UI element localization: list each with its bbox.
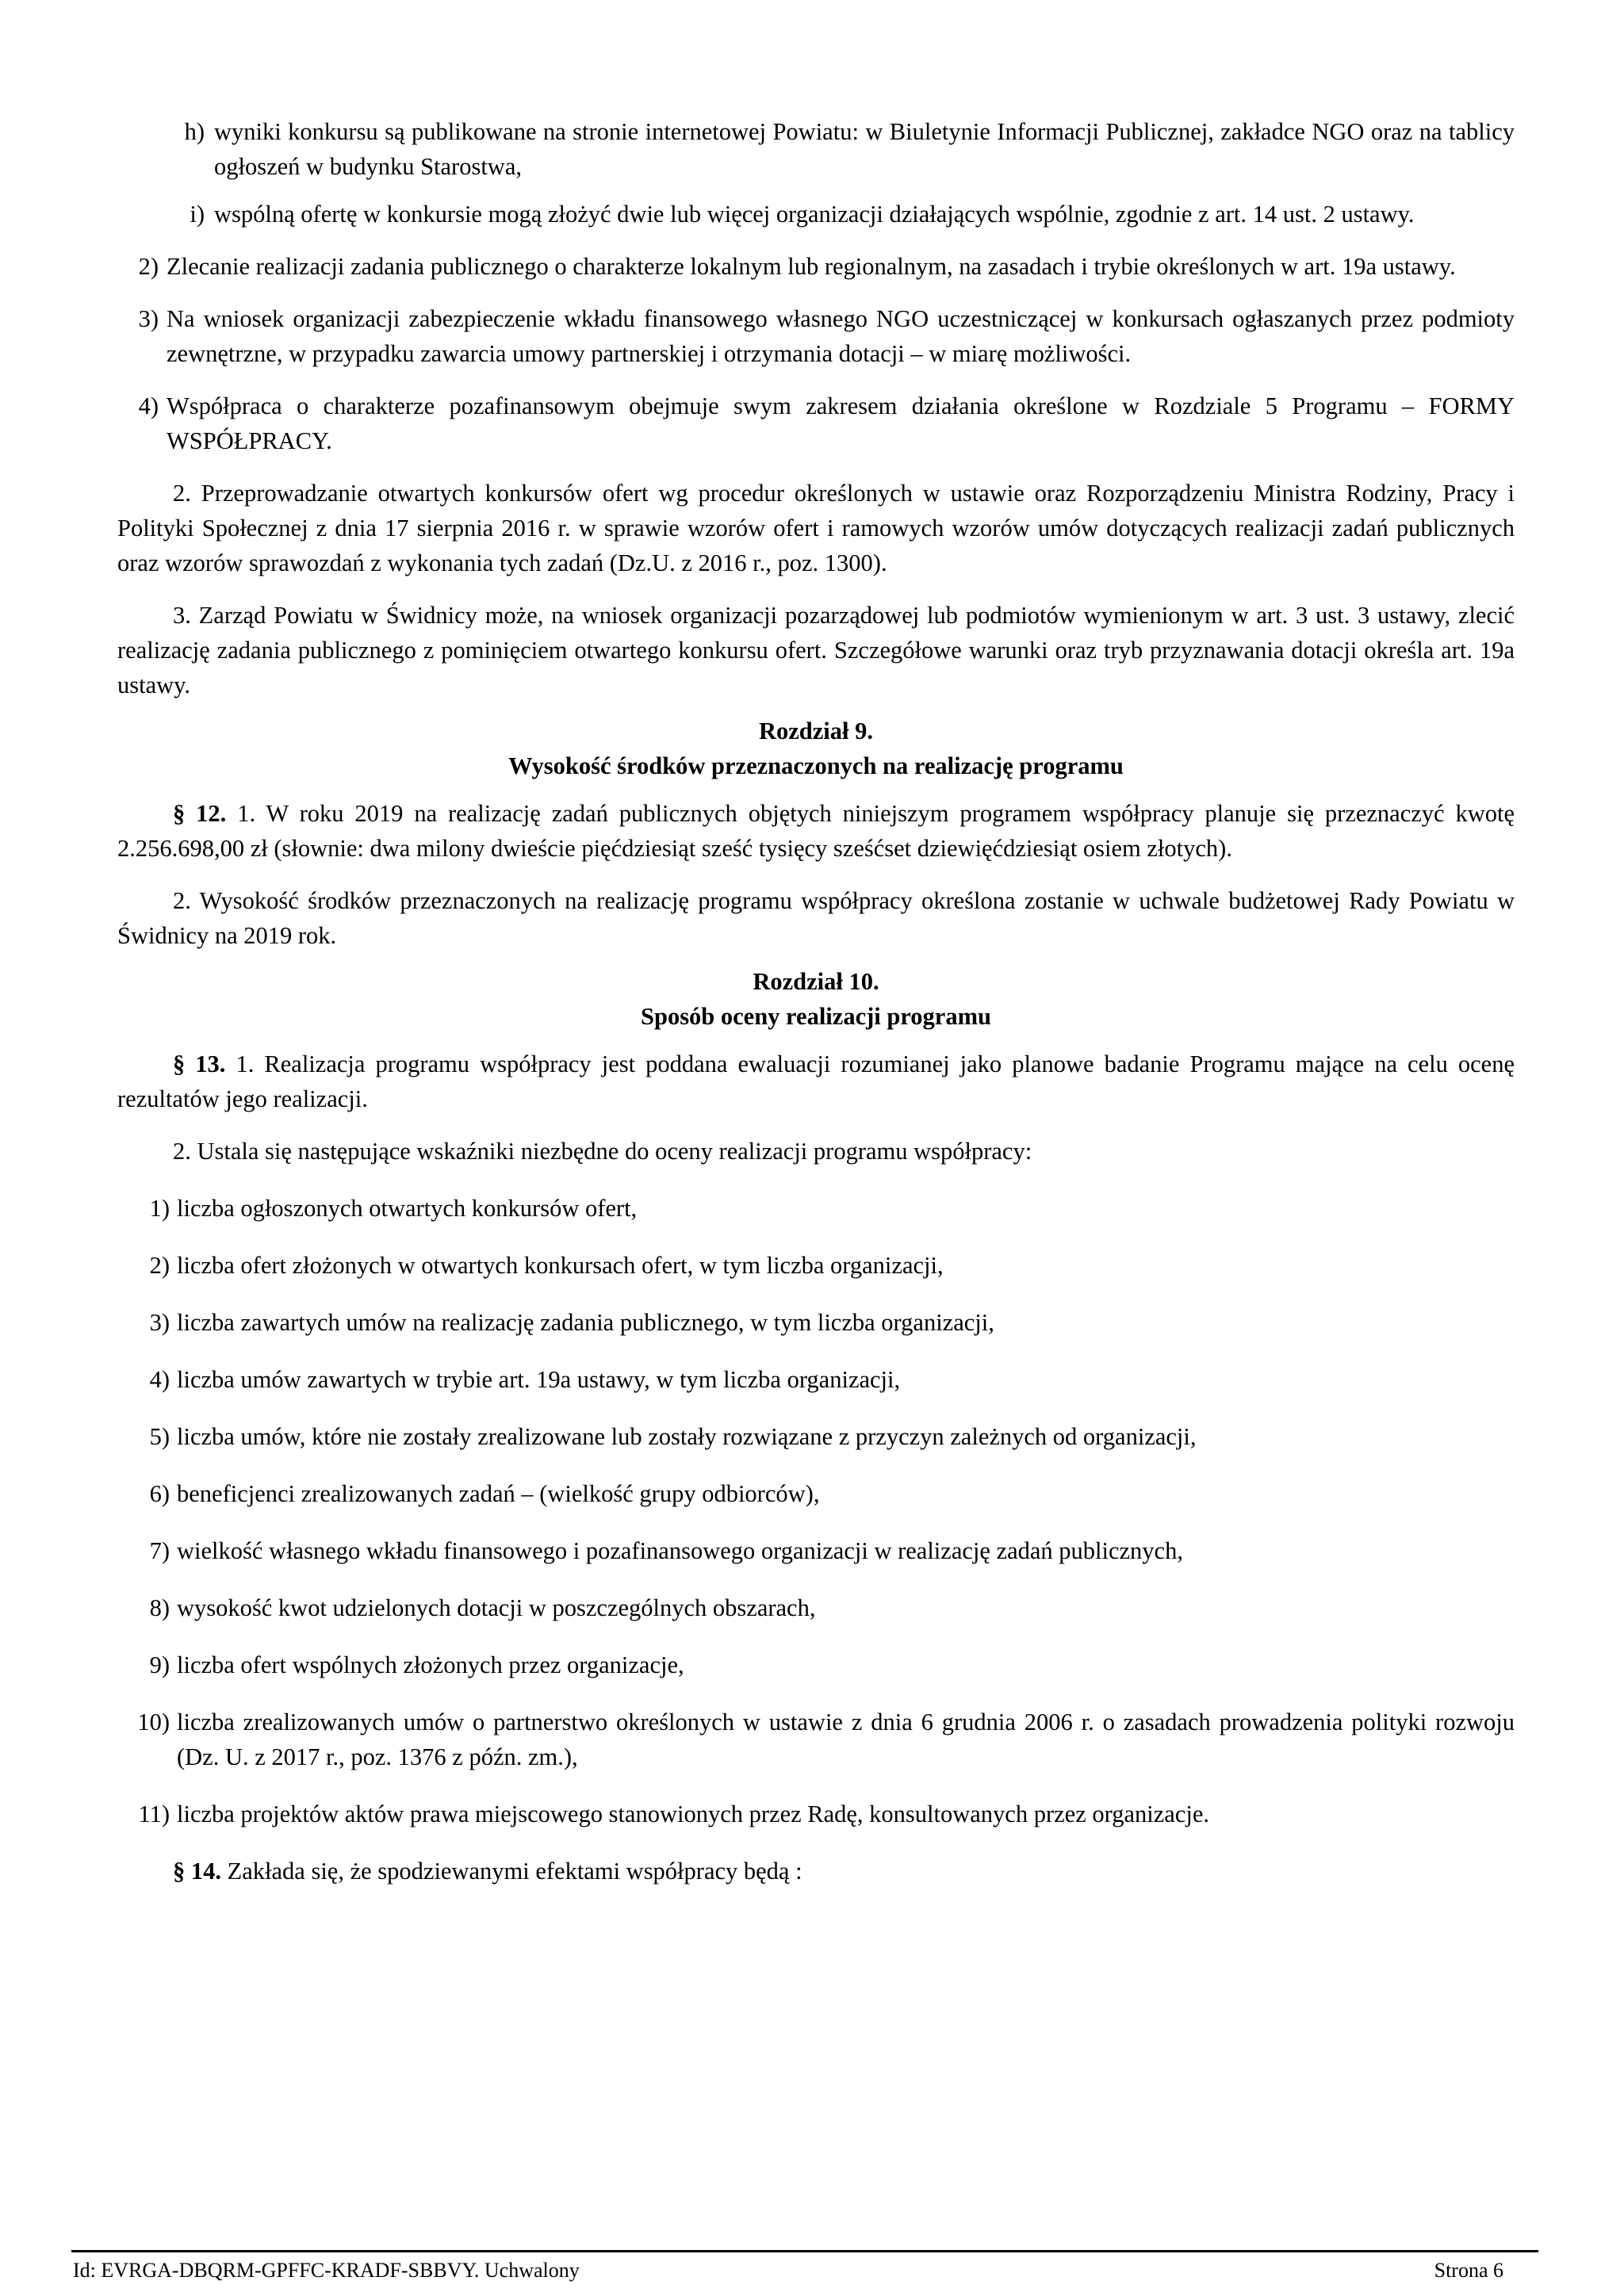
- list-label: 9): [149, 1651, 170, 1678]
- indicator-item: [117, 1476, 1515, 1511]
- list-label: 2): [149, 1252, 170, 1279]
- chapter-number: Rozdział 10.: [753, 968, 879, 995]
- chapter-title: Sposób oceny realizacji programu: [641, 1003, 991, 1030]
- list-text: beneficjenci zrealizowanych zadań – (wielkość grupy odbiorców),: [177, 1480, 820, 1507]
- list-item-4: [117, 388, 1515, 458]
- indicator-item: [117, 1191, 1515, 1226]
- page-footer: [73, 2256, 1503, 2285]
- list-text: Współpraca o charakterze pozafinansowym obejmuje swym zakresem działania określone w Rozdziale 5 Programu – FORMY WSPÓŁPRACY.: [167, 392, 1515, 454]
- list-label: 6): [149, 1480, 170, 1507]
- list-text: wielkość własnego wkładu finansowego i pozafinansowego organizacji w realizację zadań publicznych,: [177, 1537, 1183, 1564]
- indicator-item: [117, 1797, 1515, 1831]
- list-label: 3): [149, 1309, 170, 1336]
- list-item-i: [117, 197, 1515, 232]
- indicator-item: [117, 1705, 1515, 1774]
- indicator-item: [117, 1419, 1515, 1454]
- list-text: liczba ofert wspólnych złożonych przez organizacje,: [177, 1651, 684, 1678]
- list-text: liczba ogłoszonych otwartych konkursów ofert,: [177, 1195, 638, 1222]
- list-label: 4): [138, 392, 159, 419]
- list-item-3: [117, 301, 1515, 371]
- list-text: liczba umów, które nie zostały zrealizowane lub zostały rozwiązane z przyczyn zależnych od organizacji,: [177, 1423, 1197, 1450]
- list-text: liczba projektów aktów prawa miejscowego stanowionych przez Radę, konsultowanych przez organizacje.: [177, 1800, 1209, 1827]
- list-label: 2): [138, 253, 159, 280]
- section-13: [117, 1047, 1515, 1116]
- footer-divider: [71, 2250, 1538, 2252]
- list-label: 8): [149, 1594, 170, 1621]
- list-text: wysokość kwot udzielonych dotacji w poszczególnych obszarach,: [177, 1594, 816, 1621]
- list-label: 1): [149, 1195, 170, 1222]
- list-label: 5): [149, 1423, 170, 1450]
- indicator-item: [117, 1305, 1515, 1340]
- paragraph-3: 3. Zarząd Powiatu w Świdnicy może, na wniosek organizacji pozarządowej lub podmiotów wymienionym w art. 3 ust. 3 ustawy, zlecić realizację zadania publicznego z pominięciem otwartego konkursu ofert. Szczegółowe warunki oraz tryb przyznawania dotacji określa art. 19a ustawy.: [117, 602, 1515, 698]
- section-12: [117, 796, 1515, 866]
- section-14: [117, 1854, 1515, 1888]
- section-text: 1. Realizacja programu współpracy jest poddana ewaluacji rozumianej jako planowe badanie Programu mające na celu ocenę rezultatów jego realizacji.: [117, 1050, 1515, 1112]
- section-13-paragraph-2: 2. Ustala się następujące wskaźniki niezbędne do oceny realizacji programu współpracy:: [173, 1138, 1032, 1165]
- section-mark: § 12.: [173, 800, 227, 827]
- list-item-2: [117, 249, 1515, 284]
- document-body: [117, 114, 1515, 1888]
- indicator-item: [117, 1248, 1515, 1283]
- list-item-h: [117, 114, 1515, 184]
- list-text: wspólną ofertę w konkursie mogą złożyć dwie lub więcej organizacji działających wspólnie, zgodnie z art. 14 ust. 2 ustawy.: [214, 201, 1415, 228]
- list-label: h): [184, 118, 205, 145]
- chapter-number: Rozdział 9.: [758, 718, 873, 744]
- chapter-10-heading: [117, 964, 1515, 1034]
- list-text: liczba ofert złożonych w otwartych konkursach ofert, w tym liczba organizacji,: [177, 1252, 944, 1279]
- section-mark: § 13.: [173, 1050, 226, 1077]
- list-text: liczba zrealizowanych umów o partnerstwo określonych w ustawie z dnia 6 grudnia 2006 r. o zasadach prowadzenia polityki rozwoju (Dz. U. z 2017 r., poz. 1376 z późn. zm.),: [177, 1709, 1515, 1770]
- section-12-paragraph-2: 2. Wysokość środków przeznaczonych na realizację programu współpracy określona zostanie w uchwale budżetowej Rady Powiatu w Świdnicy na 2019 rok.: [117, 887, 1515, 949]
- list-text: liczba umów zawartych w trybie art. 19a ustawy, w tym liczba organizacji,: [177, 1366, 901, 1393]
- list-text: Na wniosek organizacji zabezpieczenie wkładu finansowego własnego NGO uczestniczącej w konkursach ogłaszanych przez podmioty zewnętrzne, w przypadku zawarcia umowy partnerskiej i otrzymania dotacji – w miarę możliwości.: [167, 305, 1515, 367]
- page-number: Strona 6: [1434, 2259, 1503, 2282]
- list-label: i): [190, 201, 205, 228]
- paragraph-2: 2. Przeprowadzanie otwartych konkursów ofert wg procedur określonych w ustawie oraz Rozporządzeniu Ministra Rodziny, Pracy i Polityki Społecznej z dnia 17 sierpnia 2016 r. w sprawie wzorów ofert i ramowych wzorów umów dotyczących realizacji zadań publicznych oraz wzorów sprawozdań z wykonania tych zadań (Dz.U. z 2016 r., poz. 1300).: [117, 480, 1515, 576]
- document-id: Id: EVRGA-DBQRM-GPFFC-KRADF-SBBVY. Uchwalony: [73, 2259, 580, 2282]
- chapter-title: Wysokość środków przeznaczonych na realizację programu: [508, 752, 1124, 779]
- indicator-item: [117, 1362, 1515, 1397]
- list-text: wyniki konkursu są publikowane na stronie internetowej Powiatu: w Biuletynie Informacji Publicznej, zakładce NGO oraz na tablicy ogłoszeń w budynku Starostwa,: [214, 118, 1515, 180]
- section-mark: § 14.: [173, 1858, 221, 1885]
- list-label: 4): [149, 1366, 170, 1393]
- indicator-item: [117, 1533, 1515, 1568]
- chapter-9-heading: [117, 714, 1515, 783]
- indicator-item: [117, 1647, 1515, 1682]
- section-text: Zakłada się, że spodziewanymi efektami współpracy będą :: [221, 1858, 802, 1885]
- list-label: 11): [138, 1800, 170, 1827]
- list-text: liczba zawartych umów na realizację zadania publicznego, w tym liczba organizacji,: [177, 1309, 994, 1336]
- list-label: 3): [138, 305, 159, 332]
- list-label: 7): [149, 1537, 170, 1564]
- section-text: 1. W roku 2019 na realizację zadań publicznych objętych niniejszym programem współpracy planuje się przeznaczyć kwotę 2.256.698,00 zł (słownie: dwa milony dwieście pięćdziesiąt sześć tysięcy sześćset dziewięćdziesiąt osiem złotych).: [117, 800, 1515, 862]
- list-label: 10): [137, 1709, 170, 1735]
- indicator-item: [117, 1590, 1515, 1625]
- list-text: Zlecanie realizacji zadania publicznego o charakterze lokalnym lub regionalnym, na zasadach i trybie określonych w art. 19a ustawy.: [167, 253, 1456, 280]
